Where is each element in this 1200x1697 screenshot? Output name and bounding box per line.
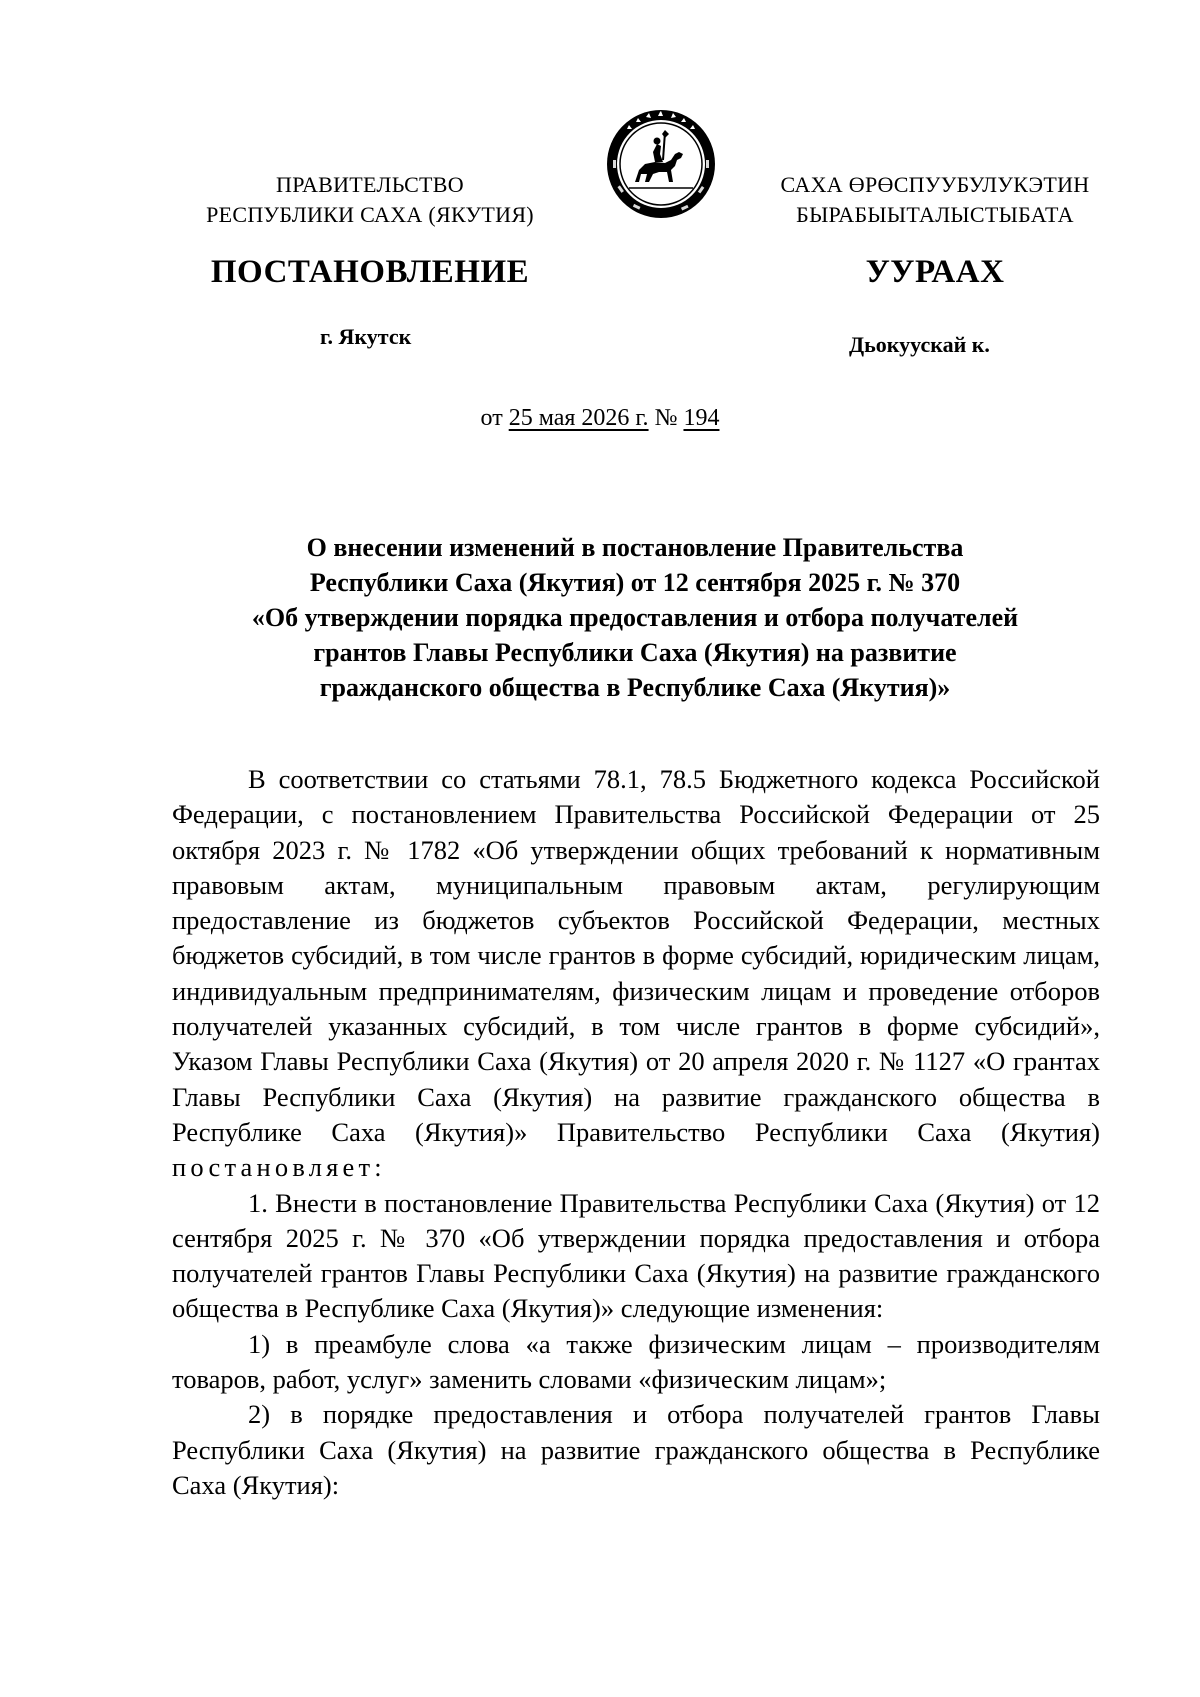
number-sign: № [648, 405, 684, 431]
right-org-line1: САХА ӨРӨСПУУБУЛУКЭТИН [780, 172, 1090, 197]
title-line: гражданского общества в Республике Саха (Якутия)» [319, 673, 951, 702]
document-body [172, 762, 1100, 1503]
subitem-1-paragraph: 1) в преамбуле слова «а также физическим лицам – производителям товаров, работ, услуг» заменить словами «физическим лицам»; [172, 1328, 1100, 1395]
decree-word: постановляет: [172, 1152, 386, 1183]
sakha-coat-of-arms-icon [605, 108, 717, 220]
document-number: 194 [683, 405, 720, 431]
document-title [170, 530, 1100, 705]
title-line: «Об утверждении порядка предоставления и отбора получателей [251, 603, 1019, 632]
title-line: О внесении изменений в постановление Правительства [306, 533, 964, 562]
document-date: 25 мая 2026 г. [508, 405, 649, 431]
city-ru: г. Якутск [320, 324, 412, 349]
title-line: Республики Саха (Якутия) от 12 сентября 2025 г. № 370 [309, 568, 961, 597]
left-org-line2: РЕСПУБЛИКИ САХА (ЯКУТИЯ) [206, 202, 534, 227]
preamble-text: В соответствии со статьями 78.1, 78.5 Бюджетного кодекса Российской Федерации, с постановлением Правительства Российской Федерации от 25 октября 2023 г. № 1782 «Об утверждении общих требований к нормативным правовым актам, муниципальным правовым актам, регулирующим предоставление из бюджетов субъектов Российской Федерации, местных бюджетов субсидий, в том числе грантов в форме субсидий, юридическим лицам, индивидуальным предпринимателям, физическим лицам и проведение отборов получателей указанных субсидий, в том числе грантов в форме субсидий», Указом Главы Республики Саха (Якутия) от 20 апреля 2020 г. № 1127 «О грантах Главы Республики Саха (Якутия) на развитие гражданского общества в Республике Саха (Якутия)» Правительство Республики Саха (Якутия) [172, 764, 1100, 1147]
preamble-paragraph [172, 762, 1100, 1186]
item-1-paragraph: 1. Внести в постановление Правительства Республики Саха (Якутия) от 12 сентября 2025 г. № 370 «Об утверждении порядка предоставления и отбора получателей грантов Главы Республики Саха (Якутия) на развитие гражданского общества в Республике Саха (Якутия)» следующие изменения: [172, 1187, 1100, 1324]
city-sakha: Дьокуускай к. [849, 332, 990, 357]
document-type-ru: ПОСТАНОВЛЕНИЕ [210, 254, 530, 290]
document-date-line [0, 405, 1200, 432]
right-org-line2: БЫРАБЫЫТАЛЫСТЫБАТА [796, 202, 1074, 227]
document-type-sakha: УУРААХ [865, 254, 1005, 290]
date-prefix: от [480, 405, 509, 431]
subitem-2-paragraph: 2) в порядке предоставления и отбора получателей грантов Главы Республики Саха (Якутия) на развитие гражданского общества в Республике Саха (Якутия): [172, 1399, 1100, 1500]
left-org-line1: ПРАВИТЕЛЬСТВО [276, 172, 464, 197]
title-line: грантов Главы Республики Саха (Якутия) на развитие [313, 638, 957, 667]
left-org-name [170, 170, 570, 230]
right-org-name [740, 170, 1130, 230]
